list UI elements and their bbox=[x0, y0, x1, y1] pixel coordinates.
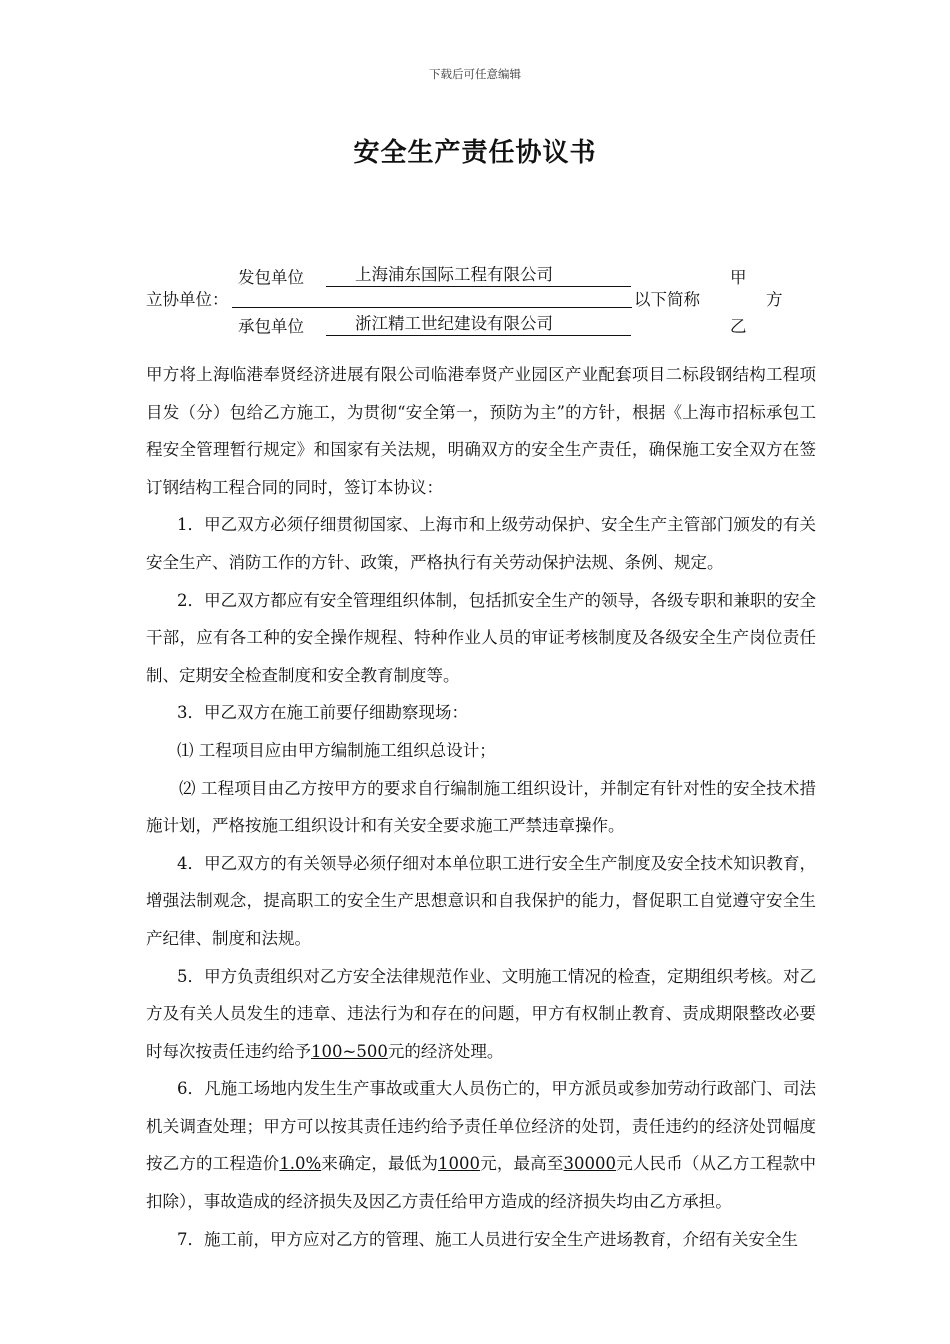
parties-label: 立协单位： bbox=[146, 290, 229, 309]
clause-5-text-b: 元的经济处理。 bbox=[387, 1041, 504, 1061]
clause-1: 1．甲乙双方必须仔细贯彻国家、上海市和上级劳动保护、安全生产主管部门颁发的有关安全生产、消防工作的方针、政策，严格执行有关劳动保护法规、条例、规定。 bbox=[146, 515, 816, 572]
parties-divider bbox=[232, 307, 632, 308]
clause-3-item-1: ⑴ 工程项目应由甲方编制施工组织总设计； bbox=[177, 740, 496, 760]
issuer-name: 上海浦东国际工程有限公司 bbox=[326, 264, 631, 287]
fang-char: 方 bbox=[766, 290, 783, 309]
clause-3-item-2: ⑵ 工程项目由乙方按甲方的要求自行编制施工组织设计，并制定有针对性的安全技术措施计划，严格按施工组织设计和有关安全要求施工严禁违章操作。 bbox=[146, 778, 816, 836]
abbr-label: 以下简称 bbox=[634, 290, 700, 309]
clause-6-text-c: 元，最高至 bbox=[480, 1154, 564, 1174]
header-note: 下载后可任意编辑 bbox=[429, 67, 521, 81]
clause-6-text-d: 元人民币（从乙方工程款中扣除），事故造成的经济损失及因乙方责任给甲方造成的经济损失均由乙方承担。 bbox=[146, 1154, 816, 1212]
clause-2: 2．甲乙双方都应有安全管理组织体制，包括抓安全生产的领导，各级专职和兼职的安全干部，应有各工种的安全操作规程、特种作业人员的审证考核制度及各级安全生产岗位责任制、定期安全检查制度和安全教育制度等。 bbox=[146, 590, 816, 685]
clause-4: 4．甲乙双方的有关领导必须仔细对本单位职工进行安全生产制度及安全技术知识教育，增强法制观念，提高职工的安全生产思想意识和自我保护的能力，督促职工自觉遵守安全生产纪律、制度和法规。 bbox=[146, 853, 816, 948]
contractor-label: 承包单位 bbox=[238, 317, 304, 336]
clause-6-rate: 1.0% bbox=[279, 1154, 322, 1174]
clause-7: 7．施工前，甲方应对乙方的管理、施工人员进行安全生产进场教育，介绍有关安全生 bbox=[177, 1229, 798, 1249]
clause-6-text-a: 6．凡施工场地内发生生产事故或重大人员伤亡的，甲方派员或参加劳动行政部门、司法机关调查处理；甲方可以按其责任违约给予责任单位经济的处罚，责任违约的经济处罚幅度按乙方的工程造价 bbox=[146, 1079, 816, 1174]
clause-5-amount: 100~500 bbox=[311, 1041, 388, 1061]
clause-6-min: 1000 bbox=[438, 1154, 481, 1174]
clause-6-max: 30000 bbox=[563, 1154, 617, 1174]
clause-3: 3．甲乙双方在施工前要仔细勘察现场： bbox=[177, 703, 468, 723]
contractor-name: 浙江精工世纪建设有限公司 bbox=[326, 313, 631, 336]
intro-paragraph: 甲方将上海临港奉贤经济进展有限公司临港奉贤产业园区产业配套项目二标段钢结构工程项目发（分）包给乙方施工，为贯彻“安全第一，预防为主”的方针，根据《上海市招标承包工程安全管理暂行规定》和国家有关法规，明确双方的安全生产责任，确保施工安全双方在签订钢结构工程合同的同时，签订本协议： bbox=[146, 365, 816, 497]
clause-5 bbox=[146, 958, 816, 1071]
yi-char: 乙 bbox=[730, 317, 747, 336]
clause-6 bbox=[146, 1070, 816, 1220]
clause-6-text-b: 来确定，最低为 bbox=[321, 1154, 439, 1174]
agreement-body bbox=[146, 356, 816, 1258]
document-title: 安全生产责任协议书 bbox=[353, 138, 597, 168]
jia-char: 甲 bbox=[730, 268, 747, 287]
clause-5-text-a: 5．甲方负责组织对乙方安全法律规范作业、文明施工情况的检查，定期组织考核。对乙方及有关人员发生的违章、违法行为和存在的问题，甲方有权制止教育、责成期限整改必要时每次按责任违约给予 bbox=[146, 966, 816, 1061]
issuer-label: 发包单位 bbox=[238, 268, 304, 287]
